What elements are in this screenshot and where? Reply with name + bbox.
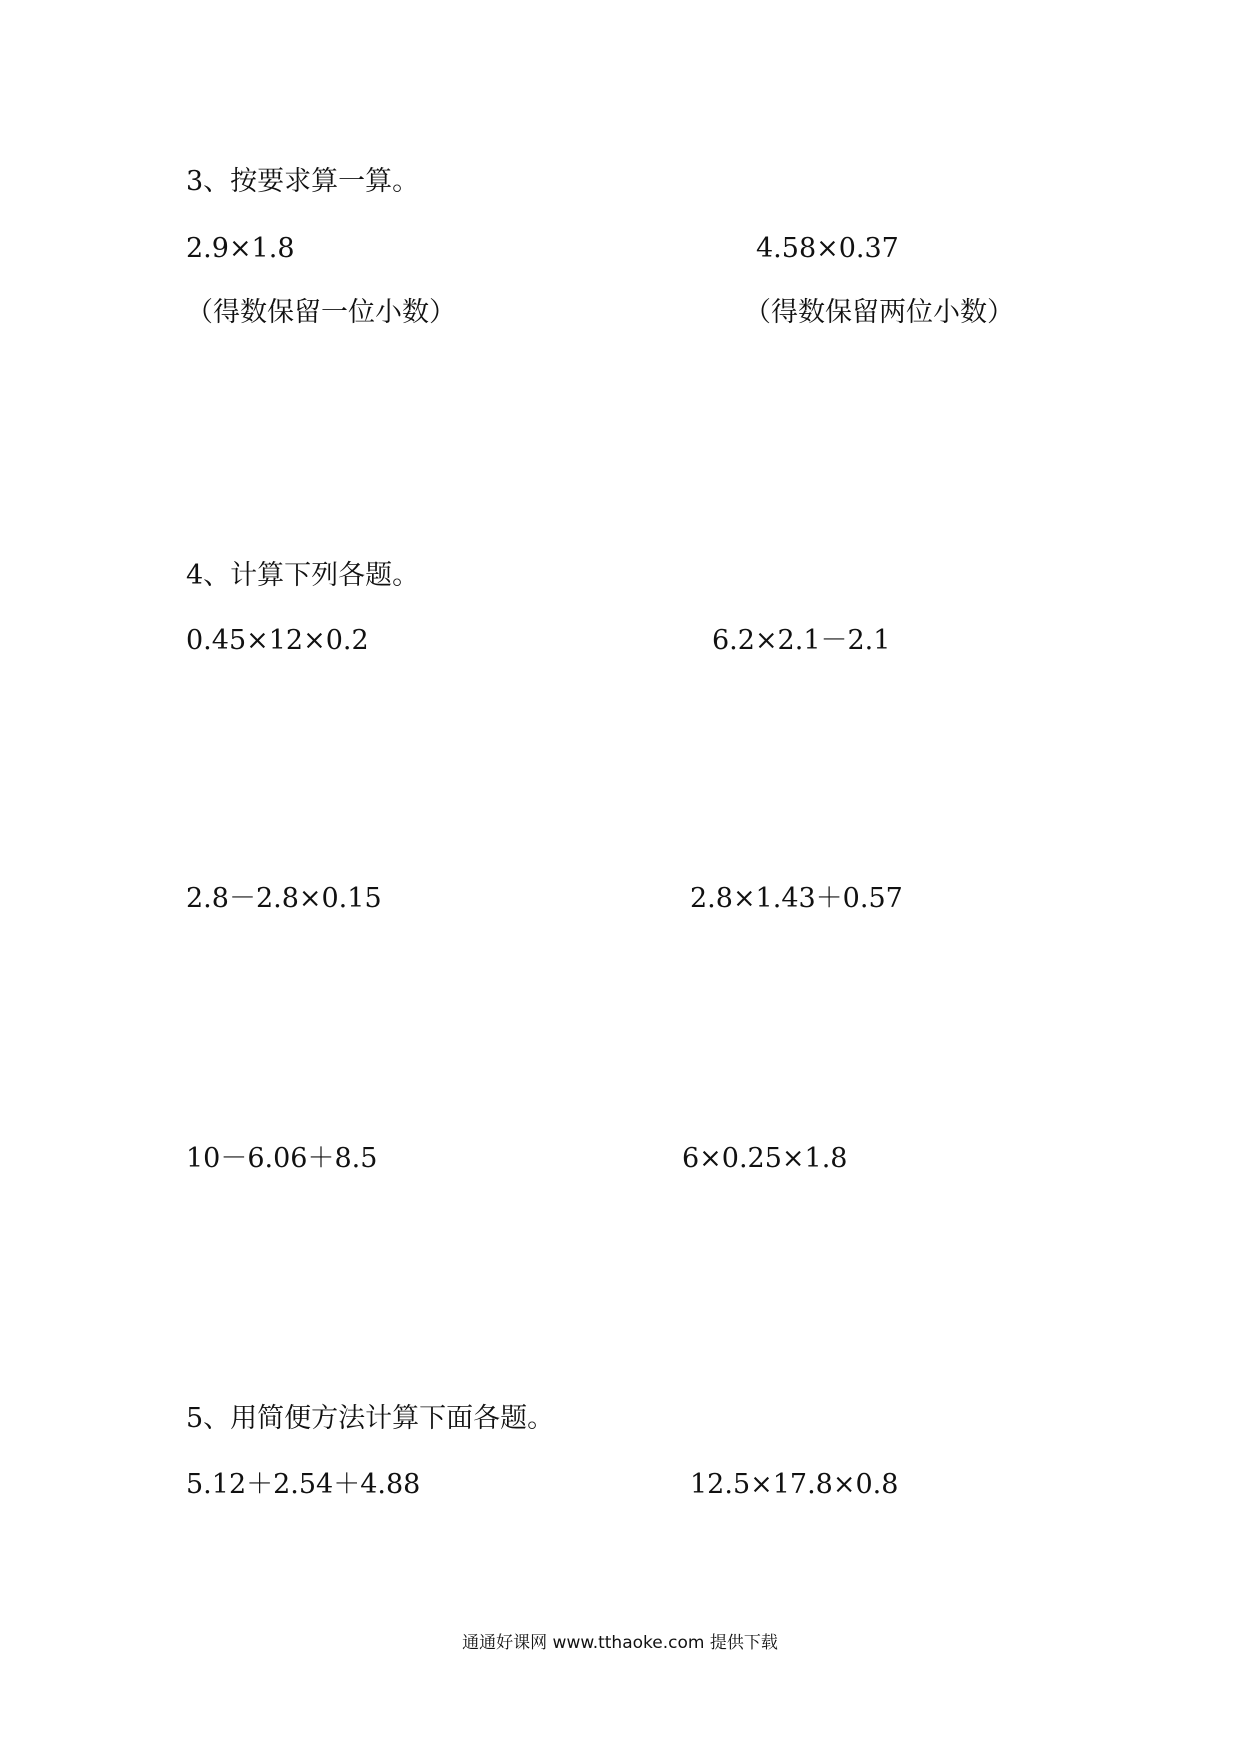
page-footer: 通通好课网 www.tthaoke.com 提供下载 <box>462 1633 778 1653</box>
section-5-expr-1: 5.12＋2.54＋4.88 <box>186 1469 421 1500</box>
section-4-expr-3: 2.8－2.8×0.15 <box>186 883 382 914</box>
section-4-expr-5: 10－6.06＋8.5 <box>186 1143 378 1174</box>
section-3-heading: 3、按要求算一算。 <box>186 166 420 197</box>
section-4-heading: 4、计算下列各题。 <box>186 560 420 591</box>
section-3-expr-1: 2.9×1.8 <box>186 233 295 264</box>
section-5-heading: 5、用简便方法计算下面各题。 <box>186 1403 555 1434</box>
section-4-expr-1: 0.45×12×0.2 <box>186 625 369 656</box>
section-4-expr-2: 6.2×2.1－2.1 <box>712 625 891 656</box>
section-5-expr-2: 12.5×17.8×0.8 <box>690 1469 899 1500</box>
section-3-note-2: （得数保留两位小数） <box>744 297 1014 328</box>
section-4-expr-6: 6×0.25×1.8 <box>682 1143 848 1174</box>
section-4-expr-4: 2.8×1.43＋0.57 <box>690 883 903 914</box>
section-3-expr-2: 4.58×0.37 <box>756 233 899 264</box>
section-3-note-1: （得数保留一位小数） <box>186 297 456 328</box>
